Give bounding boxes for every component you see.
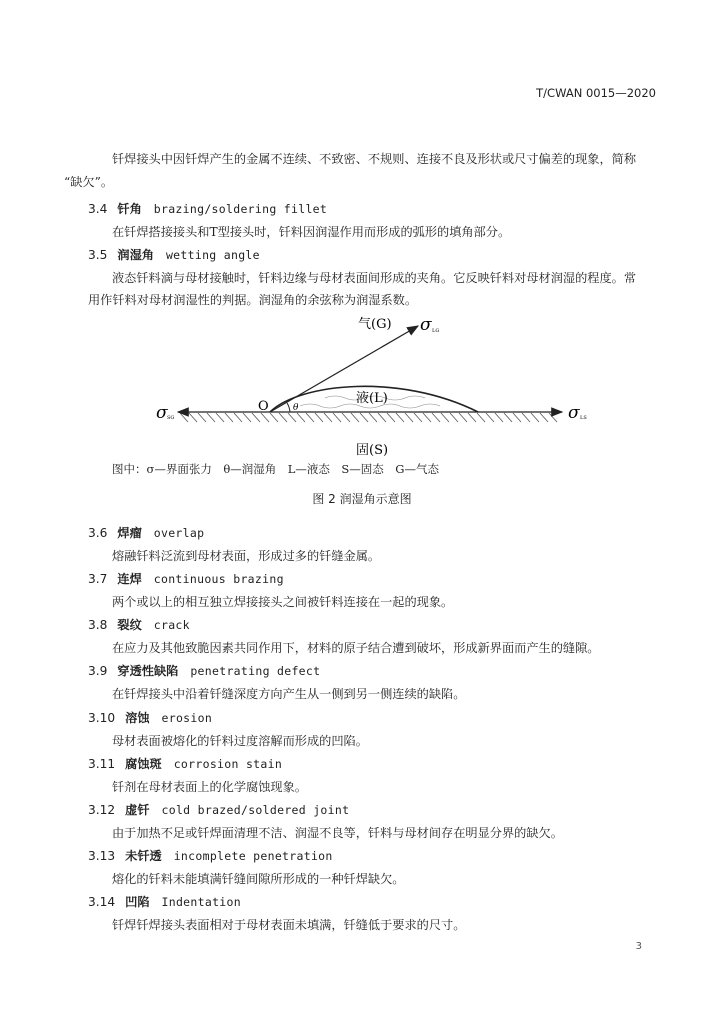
theta-label: θ: [293, 403, 299, 413]
term-zh: 焊瘤: [117, 526, 142, 540]
term-3-9-heading: [88, 662, 320, 679]
figure-caption: 图 2 润湿角示意图: [312, 492, 412, 506]
hatch-line: [378, 413, 386, 422]
term-zh: 未钎透: [125, 849, 162, 863]
term-en: brazing/soldering fillet: [153, 202, 328, 216]
hatch-line: [207, 413, 215, 422]
hatch-line: [513, 413, 521, 422]
term-en: corrosion stain: [173, 757, 283, 771]
hatch-line: [189, 413, 197, 422]
term-number: 3.14: [88, 895, 116, 909]
hatch-line: [468, 413, 476, 422]
term-3-8-definition: 在应力及其他致脆因素共同作用下，材料的原子结合遭到破坏，形成新界面而产生的缝隙。: [112, 641, 600, 655]
hatch-line: [450, 413, 458, 422]
term-en: incomplete penetration: [173, 849, 333, 863]
hatch-line: [549, 413, 557, 422]
hatch-line: [432, 413, 440, 422]
hatch-line: [243, 413, 251, 422]
sigma-lg-subscript: LG: [432, 328, 440, 334]
term-3-13-heading: [88, 847, 333, 864]
term-3-14-definition: 钎焊钎焊接头表面相对于母材表面未填满，钎缝低于要求的尺寸。: [112, 918, 466, 932]
term-zh: 钎角: [117, 202, 142, 216]
figure-legend: 图中：σ—界面张力 θ—润湿角 L—液态 S—固态 G—气态: [112, 462, 439, 476]
hatch-line: [333, 413, 341, 422]
term-zh: 溶蚀: [125, 711, 150, 725]
term-3-14-heading: [88, 893, 241, 910]
term-number: 3.10: [88, 711, 116, 725]
term-zh: 裂纹: [117, 618, 142, 632]
hatch-line: [216, 413, 224, 422]
term-3-4-heading: [88, 200, 327, 217]
intro-line-2: “缺欠”。: [64, 175, 114, 189]
hatch-line: [234, 413, 242, 422]
hatch-line: [459, 413, 467, 422]
term-en: crack: [153, 618, 190, 632]
term-3-9-definition: 在钎焊接头中沿着钎缝深度方向产生从一侧到另一侧连续的缺陷。: [112, 687, 466, 701]
hatch-line: [351, 413, 359, 422]
term-3-10-heading: [88, 709, 212, 726]
term-en: cold brazed/soldered joint: [161, 803, 350, 817]
term-3-11-definition: 钎剂在母材表面上的化学腐蚀现象。: [112, 780, 307, 794]
term-3-6-definition: 熔融钎料泛流到母材表面，形成过多的钎缝金属。: [112, 549, 381, 563]
term-3-12-heading: [88, 801, 349, 818]
term-number: 3.4: [88, 202, 108, 216]
page-number: 3: [635, 941, 642, 952]
term-3-12-definition: 由于加热不足或钎焊面清理不洁、润湿不良等，钎料与母材间存在明显分界的缺欠。: [112, 826, 563, 840]
hatch-line: [504, 413, 512, 422]
hatch-line: [252, 413, 260, 422]
term-zh: 润湿角: [117, 248, 154, 262]
intro-line-1: 钎焊接头中因钎焊产生的金属不连续、不致密、不规则、连接不良及形状或尺寸偏差的现象，简称: [112, 152, 637, 166]
hatch-line: [387, 413, 395, 422]
term-zh: 凹陷: [125, 895, 150, 909]
intro-paragraph: [64, 148, 654, 194]
hatch-line: [324, 413, 332, 422]
term-3-5-definition-line-1: 液态钎料滴与母材接触时，钎料边缘与母材表面间形成的夹角。它反映钎料对母材润湿的程度。常: [112, 271, 637, 285]
term-3-6-heading: [88, 524, 204, 541]
term-3-5-definition-line-2: 用作钎料对母材润湿性的判据。润湿角的余弦称为润湿系数。: [88, 293, 418, 307]
hatch-line: [441, 413, 449, 422]
wetting-angle-arc: [287, 403, 290, 412]
hatch-line: [414, 413, 422, 422]
sigma-lg-arrow: [270, 326, 418, 412]
hatch-line: [495, 413, 503, 422]
hatch-line: [342, 413, 350, 422]
term-en: Indentation: [161, 895, 241, 909]
hatch-line: [225, 413, 233, 422]
term-number: 3.11: [88, 757, 116, 771]
hatch-line: [360, 413, 368, 422]
term-en: penetrating defect: [190, 664, 321, 678]
hatch-line: [198, 413, 206, 422]
hatch-line: [261, 413, 269, 422]
hatch-line: [315, 413, 323, 422]
sigma-ls-subscript: LS: [580, 415, 587, 421]
solid-label: 固(S): [356, 443, 389, 458]
term-number: 3.12: [88, 803, 116, 817]
term-3-13-definition: 熔化的钎料未能填满钎缝间隙所形成的一种钎焊缺欠。: [112, 872, 405, 886]
term-number: 3.13: [88, 849, 116, 863]
term-number: 3.7: [88, 572, 108, 586]
hatch-line: [522, 413, 530, 422]
wetting-angle-diagram: [150, 308, 590, 458]
term-zh: 穿透性缺陷: [117, 664, 179, 678]
hatch-line: [477, 413, 485, 422]
hatch-line: [180, 413, 188, 422]
term-3-7-definition: 两个或以上的相互独立焊接接头之间被钎料连接在一起的现象。: [112, 595, 454, 609]
sigma-sg-subscript: SG: [167, 415, 175, 421]
term-number: 3.5: [88, 248, 108, 262]
solid-hatching: [180, 413, 557, 422]
term-zh: 虚钎: [125, 803, 150, 817]
hatch-line: [486, 413, 494, 422]
hatch-line: [396, 413, 404, 422]
hatch-line: [405, 413, 413, 422]
hatch-line: [306, 413, 314, 422]
sigma-lg-symbol: σ: [420, 315, 432, 335]
term-3-10-definition: 母材表面被熔化的钎料过度溶解而形成的凹陷。: [112, 734, 368, 748]
sigma-ls-symbol: σ: [568, 403, 580, 423]
hatch-line: [270, 413, 278, 422]
term-number: 3.6: [88, 526, 108, 540]
term-en: overlap: [153, 526, 205, 540]
hatch-line: [288, 413, 296, 422]
hatch-line: [531, 413, 539, 422]
term-number: 3.8: [88, 618, 108, 632]
liquid-label: 液(L): [356, 391, 388, 406]
hatch-line: [279, 413, 287, 422]
term-zh: 腐蚀斑: [125, 757, 162, 771]
hatch-line: [540, 413, 548, 422]
origin-label: O: [258, 399, 269, 414]
document-code: T/CWAN 0015—2020: [536, 86, 656, 100]
term-3-7-heading: [88, 570, 284, 587]
term-en: erosion: [161, 711, 213, 725]
term-en: continuous brazing: [153, 572, 284, 586]
hatch-line: [423, 413, 431, 422]
hatch-line: [297, 413, 305, 422]
term-3-5-heading: [88, 246, 260, 263]
sigma-sg-symbol: σ: [156, 403, 168, 423]
term-3-4-definition: 在钎焊搭接接头和T型接头时，钎料因润湿作用而形成的弧形的填角部分。: [112, 225, 511, 239]
term-3-11-heading: [88, 755, 282, 772]
term-number: 3.9: [88, 664, 108, 678]
gas-label: 气(G): [358, 317, 392, 332]
term-en: wetting angle: [165, 248, 260, 262]
term-3-8-heading: [88, 616, 190, 633]
term-zh: 连焊: [117, 572, 142, 586]
hatch-line: [369, 413, 377, 422]
